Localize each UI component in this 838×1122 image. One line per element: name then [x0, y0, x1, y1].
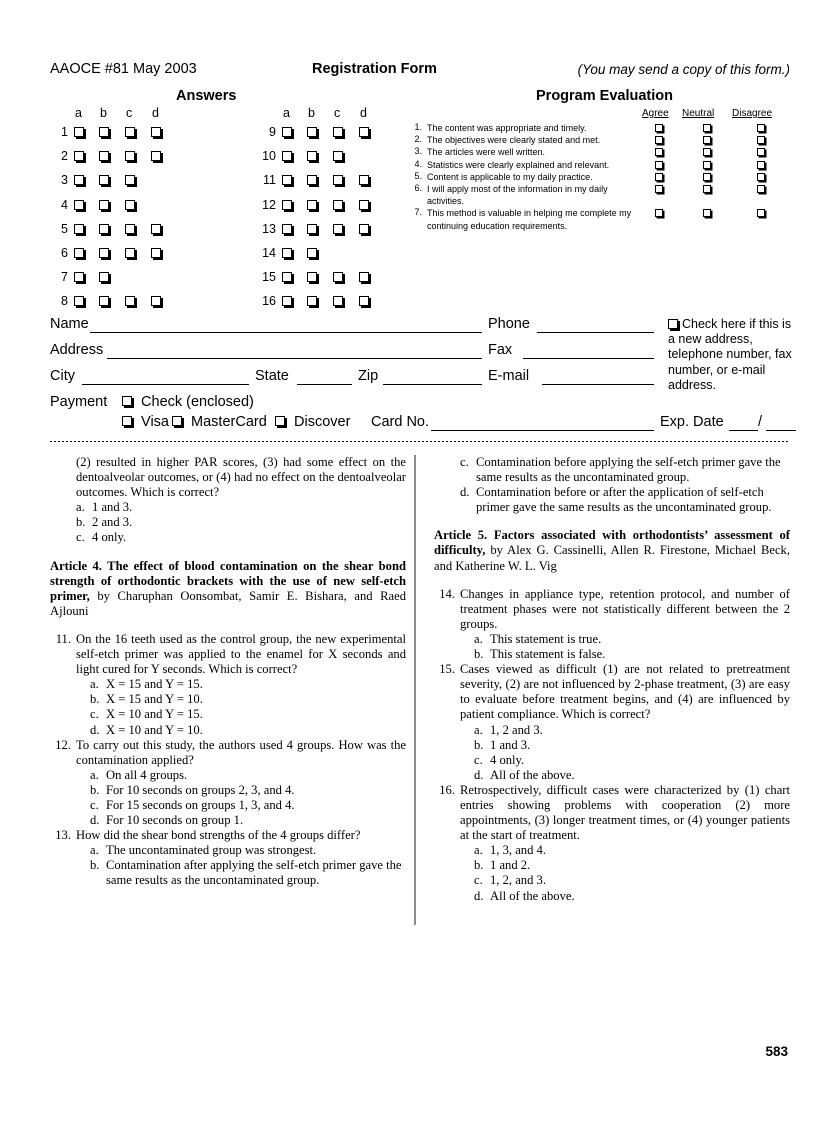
option-letter: c.	[90, 707, 99, 722]
answer-checkbox-b[interactable]	[307, 272, 317, 282]
option-letter: b.	[474, 737, 484, 752]
payment-check-option[interactable]	[122, 394, 254, 410]
answer-option	[474, 723, 790, 738]
answer-row-number: 10	[262, 149, 276, 164]
option-text: 2 and 3.	[92, 515, 133, 530]
state-input[interactable]	[297, 384, 352, 385]
answer-checkbox-d[interactable]	[151, 296, 161, 306]
answer-option	[474, 632, 790, 647]
answer-option	[90, 858, 406, 888]
answer-option	[90, 813, 406, 828]
answer-option	[76, 500, 406, 515]
answer-checkbox-d[interactable]	[359, 127, 369, 137]
answer-row-number: 13	[262, 221, 276, 236]
evaluation-row	[410, 183, 790, 207]
phone-label: Phone	[488, 316, 530, 332]
payment-visa-option[interactable]	[122, 414, 169, 430]
fax-input[interactable]	[523, 358, 654, 359]
payment-check-label: Check (enclosed)	[141, 394, 254, 410]
question-number: 14.	[439, 586, 455, 601]
evaluation-checkbox-neutral[interactable]	[703, 124, 711, 132]
option-letter: a.	[90, 677, 99, 692]
evaluation-item-text: The articles were well written.	[427, 147, 546, 158]
city-label: City	[50, 368, 75, 384]
question-text: How did the shear bond strengths of the 4 groups differ?	[76, 828, 361, 843]
option-letter: a.	[90, 767, 99, 782]
answer-option	[474, 768, 790, 783]
answer-checkbox-c[interactable]	[125, 127, 135, 137]
payment-discover-option[interactable]	[275, 414, 350, 430]
option-text: 1 and 2.	[490, 858, 531, 873]
exp-month-input[interactable]	[729, 430, 758, 431]
answer-checkbox-c[interactable]	[125, 175, 135, 185]
answer-row-number: 11	[263, 173, 276, 188]
evaluation-checkbox-agree[interactable]	[655, 148, 663, 156]
answer-checkbox-a[interactable]	[74, 200, 84, 210]
option-letter: d.	[460, 485, 470, 500]
answer-option	[460, 455, 790, 485]
answer-checkbox-c[interactable]	[333, 175, 343, 185]
option-text: 1, 2, and 3.	[490, 873, 546, 888]
option-letter: c.	[460, 455, 469, 469]
question-item	[434, 783, 790, 904]
question-options	[76, 843, 406, 888]
option-letter: a.	[76, 500, 85, 515]
page-number: 583	[765, 1044, 788, 1059]
col-header-d: d	[152, 106, 159, 120]
option-text: Contamination before or after the application of self-etch primer gave the same results as the uncontaminated group.	[476, 485, 772, 515]
answer-option	[90, 677, 406, 692]
answer-checkbox-a[interactable]	[74, 272, 84, 282]
option-text: Contamination after applying the self-etch primer gave the same results as the uncontaminated group.	[106, 858, 402, 888]
option-text: All of the above.	[490, 767, 575, 782]
issue-label: AAOCE #81 May 2003	[50, 61, 197, 77]
evaluation-item-number: 6.	[414, 183, 422, 194]
exp-year-input[interactable]	[766, 430, 796, 431]
form-row-payment-check	[50, 394, 790, 414]
option-letter: d.	[474, 888, 484, 903]
answer-checkbox-a[interactable]	[282, 248, 292, 258]
scale-disagree: Disagree	[732, 108, 773, 119]
program-evaluation-block	[410, 108, 790, 232]
question-number: 12.	[55, 737, 71, 752]
evaluation-item-text: The content was appropriate and timely.	[427, 123, 587, 133]
answer-checkbox-c[interactable]	[125, 151, 135, 161]
answer-checkbox-a[interactable]	[282, 127, 292, 137]
answer-checkbox-d[interactable]	[151, 127, 161, 137]
evaluation-row	[410, 207, 790, 231]
answer-row-number: 2	[61, 149, 68, 164]
answer-option	[474, 889, 790, 904]
answer-checkbox-b[interactable]	[99, 248, 109, 258]
answer-option	[90, 798, 406, 813]
answer-checkbox-b[interactable]	[307, 127, 317, 137]
scale-agree: Agree	[642, 108, 669, 119]
evaluation-checkbox-neutral[interactable]	[703, 161, 711, 169]
option-text: 1, 2 and 3.	[490, 722, 543, 737]
answer-checkbox-c[interactable]	[333, 151, 343, 161]
answer-checkbox-c[interactable]	[125, 200, 135, 210]
answer-checkbox-b[interactable]	[307, 224, 317, 234]
answer-option	[90, 768, 406, 783]
option-text: X = 15 and Y = 10.	[106, 692, 203, 707]
option-text: This statement is false.	[490, 647, 606, 662]
evaluation-row	[410, 159, 790, 171]
option-letter: a.	[474, 631, 483, 646]
answer-checkbox-c[interactable]	[333, 200, 343, 210]
answer-checkbox-a[interactable]	[74, 151, 84, 161]
evaluation-checkbox-neutral[interactable]	[703, 173, 711, 181]
option-text: 4 only.	[92, 530, 127, 545]
question-options	[460, 723, 790, 783]
scale-neutral: Neutral	[682, 108, 715, 119]
evaluation-row	[410, 146, 790, 158]
answer-option	[474, 647, 790, 662]
page-title: Registration Form	[312, 61, 437, 77]
answer-row-number: 4	[61, 197, 68, 212]
answer-checkbox-d[interactable]	[151, 151, 161, 161]
evaluation-item-number: 4.	[414, 158, 422, 169]
answer-option	[460, 485, 790, 515]
zip-label: Zip	[358, 368, 379, 384]
answer-option	[474, 753, 790, 768]
answer-checkbox-a[interactable]	[282, 200, 292, 210]
evaluation-item-text: The objectives were clearly stated and met.	[427, 135, 601, 146]
option-text: The uncontaminated group was strongest.	[106, 843, 317, 858]
option-text: 4 only.	[490, 752, 525, 767]
exp-date-label: Exp. Date	[660, 414, 724, 430]
answer-checkbox-b[interactable]	[99, 175, 109, 185]
col-header-d: d	[360, 106, 367, 120]
article-5-heading	[434, 528, 790, 573]
column-divider	[414, 455, 416, 925]
option-letter: b.	[474, 858, 484, 873]
option-letter: c.	[76, 530, 85, 545]
answer-row-number: 3	[61, 173, 68, 188]
question-item	[50, 828, 406, 888]
col-header-a: a	[75, 106, 82, 120]
evaluation-checkbox-neutral[interactable]	[703, 185, 711, 193]
address-input[interactable]	[107, 358, 482, 359]
phone-input[interactable]	[537, 332, 654, 333]
answer-checkbox-d[interactable]	[151, 224, 161, 234]
question-number: 13.	[55, 828, 71, 843]
option-text: This statement is true.	[490, 631, 602, 646]
city-input[interactable]	[82, 384, 249, 385]
answer-checkbox-c[interactable]	[333, 272, 343, 282]
evaluation-item-text: This method is valuable in helping me complete my continuing education requirements.	[427, 208, 632, 231]
card-no-input[interactable]	[431, 430, 654, 431]
evaluation-checkbox-agree[interactable]	[655, 136, 663, 144]
option-letter: b.	[90, 692, 100, 707]
checkbox-icon[interactable]	[668, 319, 678, 329]
answer-option	[90, 692, 406, 707]
answer-row-number: 6	[61, 245, 68, 260]
answer-option	[474, 738, 790, 753]
evaluation-item-number: 7.	[414, 207, 422, 218]
evaluation-checkbox-neutral[interactable]	[703, 148, 711, 156]
evaluation-item-text: Content is applicable to my daily practice.	[427, 171, 593, 182]
evaluation-item-text: Statistics were clearly explained and relevant.	[427, 159, 610, 170]
question-list-right	[434, 587, 790, 904]
answer-checkbox-c[interactable]	[333, 127, 343, 137]
checkbox-icon[interactable]	[172, 416, 182, 426]
answer-option	[474, 843, 790, 858]
answer-row-number: 14	[262, 245, 276, 260]
answer-option	[474, 873, 790, 888]
evaluation-checkbox-agree[interactable]	[655, 209, 663, 217]
option-text: All of the above.	[490, 888, 575, 903]
option-text: 1 and 3.	[92, 500, 133, 515]
option-text: 1, 3, and 4.	[490, 843, 546, 858]
answer-checkbox-c[interactable]	[333, 296, 343, 306]
new-address-note-text: Check here if this is a new address, telephone number, fax number, or e-mail address.	[668, 317, 792, 392]
evaluation-checkbox-disagree[interactable]	[757, 185, 765, 193]
col-header-b: b	[308, 106, 315, 120]
evaluation-row	[410, 122, 790, 134]
option-letter: a.	[474, 843, 483, 858]
payment-mastercard-label: MasterCard	[191, 414, 267, 430]
answer-checkbox-d[interactable]	[359, 175, 369, 185]
answer-row-number: 8	[61, 294, 68, 309]
evaluation-item-number: 3.	[414, 146, 422, 157]
payment-mastercard-option[interactable]	[172, 414, 267, 430]
checkbox-icon[interactable]	[122, 416, 132, 426]
evaluation-item-number: 2.	[414, 134, 422, 145]
answer-checkbox-b[interactable]	[99, 127, 109, 137]
option-letter: b.	[474, 647, 484, 662]
col-header-a: a	[283, 106, 290, 120]
email-label: E-mail	[488, 368, 530, 384]
answer-checkbox-b[interactable]	[307, 248, 317, 258]
answer-checkbox-c[interactable]	[125, 248, 135, 258]
article-4-title: Article 4. The effect of blood contamination on the shear bond strength of orthodontic brackets with the use of new self-etch primer,	[50, 558, 406, 603]
answer-row-number: 16	[262, 294, 276, 309]
question-options	[460, 632, 790, 662]
answer-row-number: 5	[61, 221, 68, 236]
zip-input[interactable]	[383, 384, 482, 385]
answer-checkbox-b[interactable]	[99, 296, 109, 306]
question-item	[434, 587, 790, 662]
evaluation-checkbox-disagree[interactable]	[757, 124, 765, 132]
form-row-payment-cards	[50, 414, 790, 436]
answer-checkbox-b[interactable]	[307, 151, 317, 161]
option-text: X = 10 and Y = 10.	[106, 722, 203, 737]
checkbox-icon[interactable]	[275, 416, 285, 426]
question-list-left	[50, 632, 406, 889]
evaluation-checkbox-neutral[interactable]	[703, 136, 711, 144]
option-text: For 10 seconds on groups 2, 3, and 4.	[106, 782, 295, 797]
fax-label: Fax	[488, 342, 513, 358]
col-header-b: b	[100, 106, 107, 120]
option-letter: c.	[474, 873, 483, 888]
option-text: 1 and 3.	[490, 737, 531, 752]
answer-row-number: 1	[61, 125, 68, 139]
answer-option	[76, 515, 406, 530]
question-number: 16.	[439, 782, 455, 797]
question-options	[76, 768, 406, 828]
evaluation-checkbox-disagree[interactable]	[757, 148, 765, 156]
new-address-note[interactable]	[668, 317, 798, 393]
card-no-label: Card No.	[371, 414, 430, 430]
answer-option	[90, 843, 406, 858]
option-text: For 15 seconds on groups 1, 3, and 4.	[106, 797, 295, 812]
option-letter: b.	[76, 515, 86, 530]
question-item	[50, 632, 406, 738]
answer-checkbox-a[interactable]	[282, 175, 292, 185]
question-options	[76, 677, 406, 737]
option-letter: a.	[474, 722, 483, 737]
answer-checkbox-a[interactable]	[74, 175, 84, 185]
evaluation-checkbox-agree[interactable]	[655, 185, 663, 193]
name-label: Name	[50, 316, 89, 332]
answer-checkbox-c[interactable]	[333, 224, 343, 234]
answer-option	[474, 858, 790, 873]
body-column-right	[434, 455, 790, 904]
answer-checkbox-b[interactable]	[307, 200, 317, 210]
answer-checkbox-d[interactable]	[359, 272, 369, 282]
question-item	[434, 662, 790, 783]
answer-checkbox-c[interactable]	[125, 224, 135, 234]
question-continuation-options	[434, 455, 790, 515]
answer-row-number: 12	[262, 197, 276, 212]
evaluation-item-number: 1.	[414, 122, 422, 132]
evaluation-item-number: 5.	[414, 170, 422, 181]
evaluation-checkbox-neutral[interactable]	[703, 209, 711, 217]
program-evaluation-heading: Program Evaluation	[536, 88, 673, 104]
evaluation-checkbox-agree[interactable]	[655, 173, 663, 181]
question-number: 15.	[439, 662, 455, 677]
option-text: X = 15 and Y = 15.	[106, 677, 203, 692]
answer-checkbox-d[interactable]	[151, 248, 161, 258]
question-continuation-text: (2) resulted in higher PAR scores, (3) had some effect on the dentoalveolar outcomes, or (4) had no effect on the dentoalveolar outcomes. Which is correct?	[76, 455, 406, 500]
option-text: On all 4 groups.	[106, 767, 188, 782]
answer-checkbox-b[interactable]	[99, 272, 109, 282]
option-letter: d.	[90, 813, 100, 828]
answer-row-number: 15	[262, 270, 276, 285]
option-letter: b.	[90, 858, 100, 873]
payment-label: Payment	[50, 394, 108, 410]
evaluation-checkbox-disagree[interactable]	[757, 136, 765, 144]
payment-discover-label: Discover	[294, 414, 351, 430]
col-header-c: c	[126, 106, 133, 120]
evaluation-row	[410, 134, 790, 146]
option-text: Contamination before applying the self-etch primer gave the same results as the uncontaminated group.	[476, 455, 781, 485]
evaluation-checkbox-disagree[interactable]	[757, 209, 765, 217]
address-label: Address	[50, 342, 104, 358]
answer-checkbox-a[interactable]	[282, 272, 292, 282]
option-letter: c.	[474, 752, 483, 767]
evaluation-item-text: I will apply most of the information in my daily activities.	[427, 184, 608, 207]
question-continuation-options	[50, 500, 406, 545]
evaluation-checkbox-agree[interactable]	[655, 124, 663, 132]
body-column-left	[50, 455, 406, 889]
answer-checkbox-d[interactable]	[359, 200, 369, 210]
answer-option	[90, 783, 406, 798]
answer-checkbox-b[interactable]	[307, 296, 317, 306]
option-letter: c.	[90, 797, 99, 812]
answer-checkbox-b[interactable]	[307, 175, 317, 185]
evaluation-checkbox-disagree[interactable]	[757, 173, 765, 181]
answer-checkbox-b[interactable]	[99, 200, 109, 210]
question-options	[460, 843, 790, 903]
answer-checkbox-b[interactable]	[99, 224, 109, 234]
name-input[interactable]	[90, 332, 482, 333]
answer-checkbox-a[interactable]	[74, 127, 84, 137]
article-5-title: Article 5. Factors associated with orthodontists’ assessment of difficulty,	[434, 528, 790, 558]
question-text: On the 16 teeth used as the control group, the new experimental self-etch primer was applied to the enamel for X seconds and light cured for Y seconds. Which is correct?	[76, 631, 406, 677]
answer-checkbox-a[interactable]	[74, 248, 84, 258]
exp-date-slash: /	[758, 414, 763, 430]
tear-off-divider	[50, 441, 790, 442]
evaluation-checkbox-agree[interactable]	[655, 161, 663, 169]
option-letter: a.	[90, 843, 99, 858]
article-4-heading	[50, 559, 406, 619]
answers-heading: Answers	[176, 88, 237, 104]
question-text: Cases viewed as difficult (1) are not related to pretreatment severity, (2) are not influenced by 2-phase treatment, (3) are easy to evaluate before treatment begins, and (4) are influenced by patient compliance. Which is correct?	[460, 662, 790, 722]
answer-option	[90, 707, 406, 722]
answer-checkbox-c[interactable]	[125, 296, 135, 306]
answer-option	[90, 723, 406, 738]
copy-notice: (You may send a copy of this form.)	[577, 62, 790, 77]
option-text: For 10 seconds on group 1.	[106, 813, 244, 828]
email-input[interactable]	[542, 384, 654, 385]
answer-checkbox-a[interactable]	[282, 296, 292, 306]
option-text: X = 10 and Y = 15.	[106, 707, 203, 722]
answer-row-number: 9	[269, 125, 276, 139]
option-letter: d.	[90, 722, 100, 737]
checkbox-icon[interactable]	[122, 396, 132, 406]
evaluation-checkbox-disagree[interactable]	[757, 161, 765, 169]
evaluation-row	[410, 171, 790, 183]
article-5-authors: by Alex G. Cassinelli, Allen R. Firestone, Michael Beck, and Katherine W. L. Vig	[434, 543, 790, 573]
payment-visa-label: Visa	[141, 414, 169, 430]
answer-checkbox-a[interactable]	[74, 224, 84, 234]
article-4-authors: by Charuphan Oonsombat, Samir E. Bishara, and Raed Ajlouni	[50, 588, 406, 618]
question-text: To carry out this study, the authors used 4 groups. How was the contamination applied?	[76, 737, 406, 767]
question-text: Changes in appliance type, retention protocol, and number of treatment phases were not statistically different between the 2 groups.	[460, 586, 790, 631]
answer-checkbox-d[interactable]	[359, 224, 369, 234]
question-number: 11.	[55, 631, 71, 646]
answer-row-number: 7	[61, 270, 68, 285]
evaluation-scale-headers	[410, 108, 790, 122]
option-letter: b.	[90, 782, 100, 797]
option-letter: d.	[474, 767, 484, 782]
answer-checkbox-a[interactable]	[282, 151, 292, 161]
answer-checkbox-d[interactable]	[359, 296, 369, 306]
state-label: State	[255, 368, 289, 384]
answer-option	[76, 530, 406, 545]
question-item	[50, 738, 406, 829]
answer-checkbox-a[interactable]	[282, 224, 292, 234]
page-header	[50, 61, 790, 79]
question-text: Retrospectively, difficult cases were characterized by (1) chart entries showing problems with cooperation (2) more appointments, (3) longer treatment times, or (4) younger patients at the start of treatment.	[460, 782, 790, 843]
answer-checkbox-a[interactable]	[74, 296, 84, 306]
answer-checkbox-b[interactable]	[99, 151, 109, 161]
col-header-c: c	[334, 106, 341, 120]
